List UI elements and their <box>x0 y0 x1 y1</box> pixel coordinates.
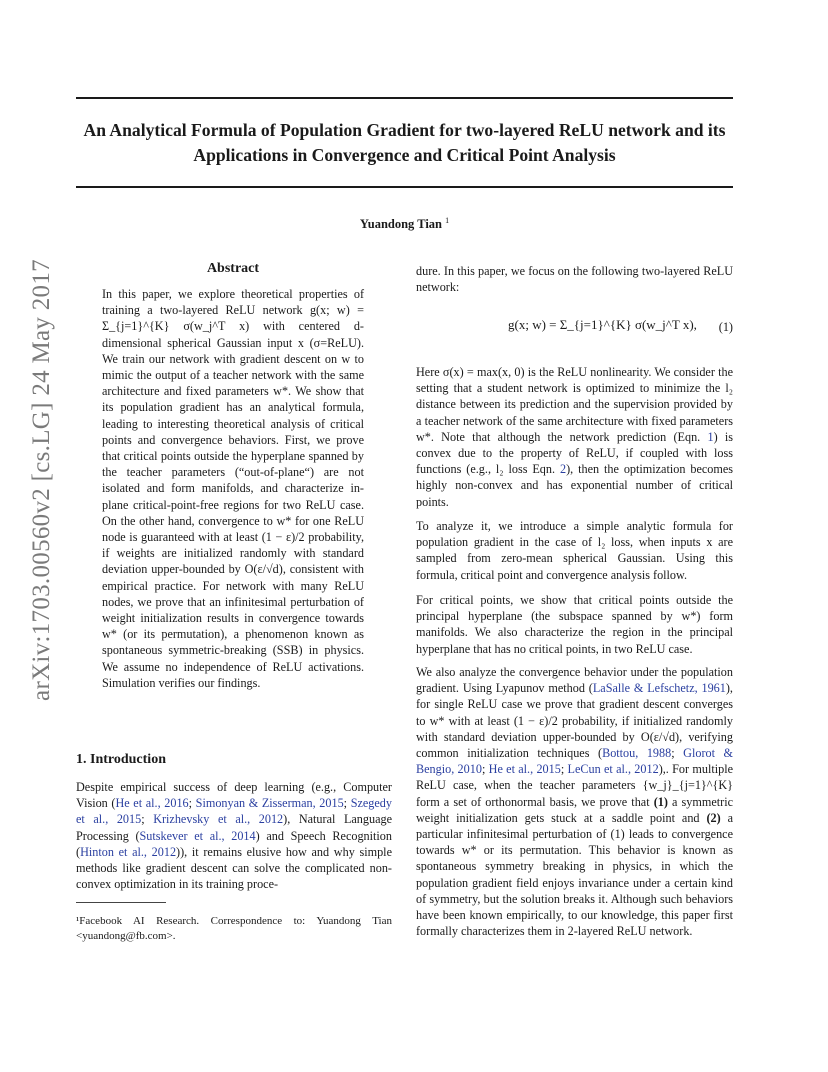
citation-link[interactable]: Szegedy et al., 2015 <box>76 796 392 827</box>
right-paragraph-4: For critical points, we show that critical points outside the principal hyperplane (the subspace spanned by w*) form manifolds. We also characterize the region in the principal hyperplane that has no critical points, in two ReLU case. <box>416 593 733 656</box>
equation-ref-link[interactable]: 2 <box>559 462 567 477</box>
citation-link[interactable]: Glorot & Bengio, 2010 <box>416 746 733 777</box>
top-rule <box>76 97 733 99</box>
right-paragraph-3: To analyze it, we introduce a simple analytic formula for population gradient in the case of l₂ loss, when inputs x are sampled from zero-mean spherical Gaussian. Using this formula, critical point and convergence analysis follow. <box>416 519 733 582</box>
intro-text-3: ; <box>141 812 154 827</box>
intro-text-1: ; <box>188 796 196 811</box>
p2-text-1: ) is convex due to the property of ReLU, if coupled with loss functions (e.g., l₂ loss Eqn. <box>416 429 733 477</box>
p5-text-7: a particular infinitesimal perturbation of (1) leads to convergence towards w* or its permutation. This behavior is known as spontaneous symmetry breaking in physics, in which the population gradient field enjoys invariance under a certain kind of symmetry, but the solution breaks it. Although such behaviors have been known empirically, to our knowledge, this paper first formally characterizes them in 2-layered ReLU network. <box>416 810 733 939</box>
intro-text-6: )), it remains elusive how and why simple methods like gradient descent can solve the complicated non-convex optimization in its training proce- <box>76 844 392 892</box>
right-paragraph-5 <box>416 664 733 939</box>
p2-text-2: ), then the optimization becomes highly non-convex and has exponential number of critical points. <box>416 462 733 509</box>
equation-body: g(x; w) = Σ_{j=1}^{K} σ(w_j^T x), <box>508 317 697 332</box>
p5-text-5: ),. For multiple ReLU case, when the teacher parameters {w_j}_{j=1}^{K} form a set of orthonormal basis, we prove that <box>416 762 733 809</box>
p5-text-2: ; <box>671 746 684 761</box>
intro-text-2: ; <box>343 796 351 811</box>
section-heading-introduction: 1. Introduction <box>76 752 166 767</box>
citation-link[interactable]: He et al., 2016 <box>115 796 189 811</box>
author-affiliation-mark: 1 <box>445 216 450 225</box>
citation-link[interactable]: He et al., 2015 <box>488 762 561 777</box>
p5-text-0: We also analyze the convergence behavior under the population gradient. Using Lyapunov method ( <box>416 665 733 696</box>
intro-text-0: Despite empirical success of deep learning (e.g., Computer Vision ( <box>76 780 392 811</box>
arxiv-stamp: arXiv:1703.00560v2 [cs.LG] 24 May 2017 <box>28 259 55 701</box>
intro-text-4: ), Natural Language Processing ( <box>76 812 393 843</box>
p2-text-0: Here σ(x) = max(x, 0) is the ReLU nonlinearity. We consider the setting that a student network is optimized to minimize the l₂ distance between its prediction and the supervision provided by a teacher network of the same architecture with fixed parameters w*. Note that although the network prediction (Eqn. <box>416 365 733 444</box>
citation-link[interactable]: LaSalle & Lefschetz, 1961 <box>592 681 726 696</box>
p5-text-4: ; <box>560 762 568 777</box>
footnote-rule <box>76 902 166 903</box>
citation-link[interactable]: Sutskever et al., 2014 <box>139 828 256 843</box>
p5-text-6: a symmetric weight initialization gets stuck at a saddle point and <box>416 794 733 825</box>
footnote: ¹Facebook AI Research. Correspondence to: Yuandong Tian <yuandong@fb.com>. <box>76 915 392 942</box>
p5-text-1: ), for single ReLU case we prove that gradient descent converges to w* with at least (1 − ε)/2 probability, if initialized randomly with standard deviation upper-bounded by O(ε/√d), verifying common initialization techniques ( <box>416 681 733 761</box>
equation-ref-link[interactable]: 1 <box>707 429 714 444</box>
author-name: Yuandong Tian <box>359 217 442 232</box>
citation-link[interactable]: Krizhevsky et al., 2012 <box>153 812 284 827</box>
right-paragraph-1: dure. In this paper, we focus on the following two-layered ReLU network: <box>416 264 733 295</box>
p5-bold-1: (1) <box>653 794 668 809</box>
citation-link[interactable]: LeCun et al., 2012 <box>567 762 659 777</box>
citation-link[interactable]: Bottou, 1988 <box>602 746 672 761</box>
right-paragraph-2 <box>416 364 733 510</box>
paper-title: An Analytical Formula of Population Gradient for two-layered ReLU network and its Applications in Convergence and Critical Point Analysis <box>83 120 726 165</box>
p5-text-3: ; <box>481 762 489 777</box>
equation-1 <box>416 303 733 351</box>
bottom-rule <box>76 186 733 188</box>
citation-link[interactable]: Hinton et al., 2012 <box>80 844 177 859</box>
abstract-text: In this paper, we explore theoretical properties of training a two-layered ReLU network g(x; w) = Σ_{j=1}^{K} σ(w_j^T x) with centered d-dimensional spherical Gaussian input x (σ=ReLU). We train our network with gradient descent on w to mimic the output of a teacher network with the same architecture and fixed parameters w*. We show that its population gradient has an analytical formula, leading to interesting theoretical analysis of critical points and convergence behaviors. First, we prove that critical points outside the hyperplane spanned by the teacher parameters (“out-of-plane“) are not isolated and form manifolds, and characterize in-plane critical-point-free regions for two ReLU case. On the other hand, convergence to w* for one ReLU node is guaranteed with at least (1 − ε)/2 probability, if weights are initialized randomly with standard deviation upper-bounded by O(ε/√d), consistent with empirical practice. For network with many ReLU nodes, we prove that an infinitesimal perturbation of weight initialization results in convergence towards w* (or its permutation), a phenomenon known as spontaneous symmetric-breaking (SSB) in physics. We assume no independence of ReLU activations. Simulation verifies our findings. <box>102 287 364 690</box>
equation-number: (1) <box>718 320 733 334</box>
intro-text-5: ) and Speech Recognition ( <box>76 828 392 859</box>
citation-link[interactable]: Simonyan & Zisserman, 2015 <box>195 796 344 811</box>
author <box>76 216 733 232</box>
abstract-heading: Abstract <box>206 261 260 276</box>
introduction-text <box>76 779 392 892</box>
p5-bold-2: (2) <box>706 810 721 825</box>
